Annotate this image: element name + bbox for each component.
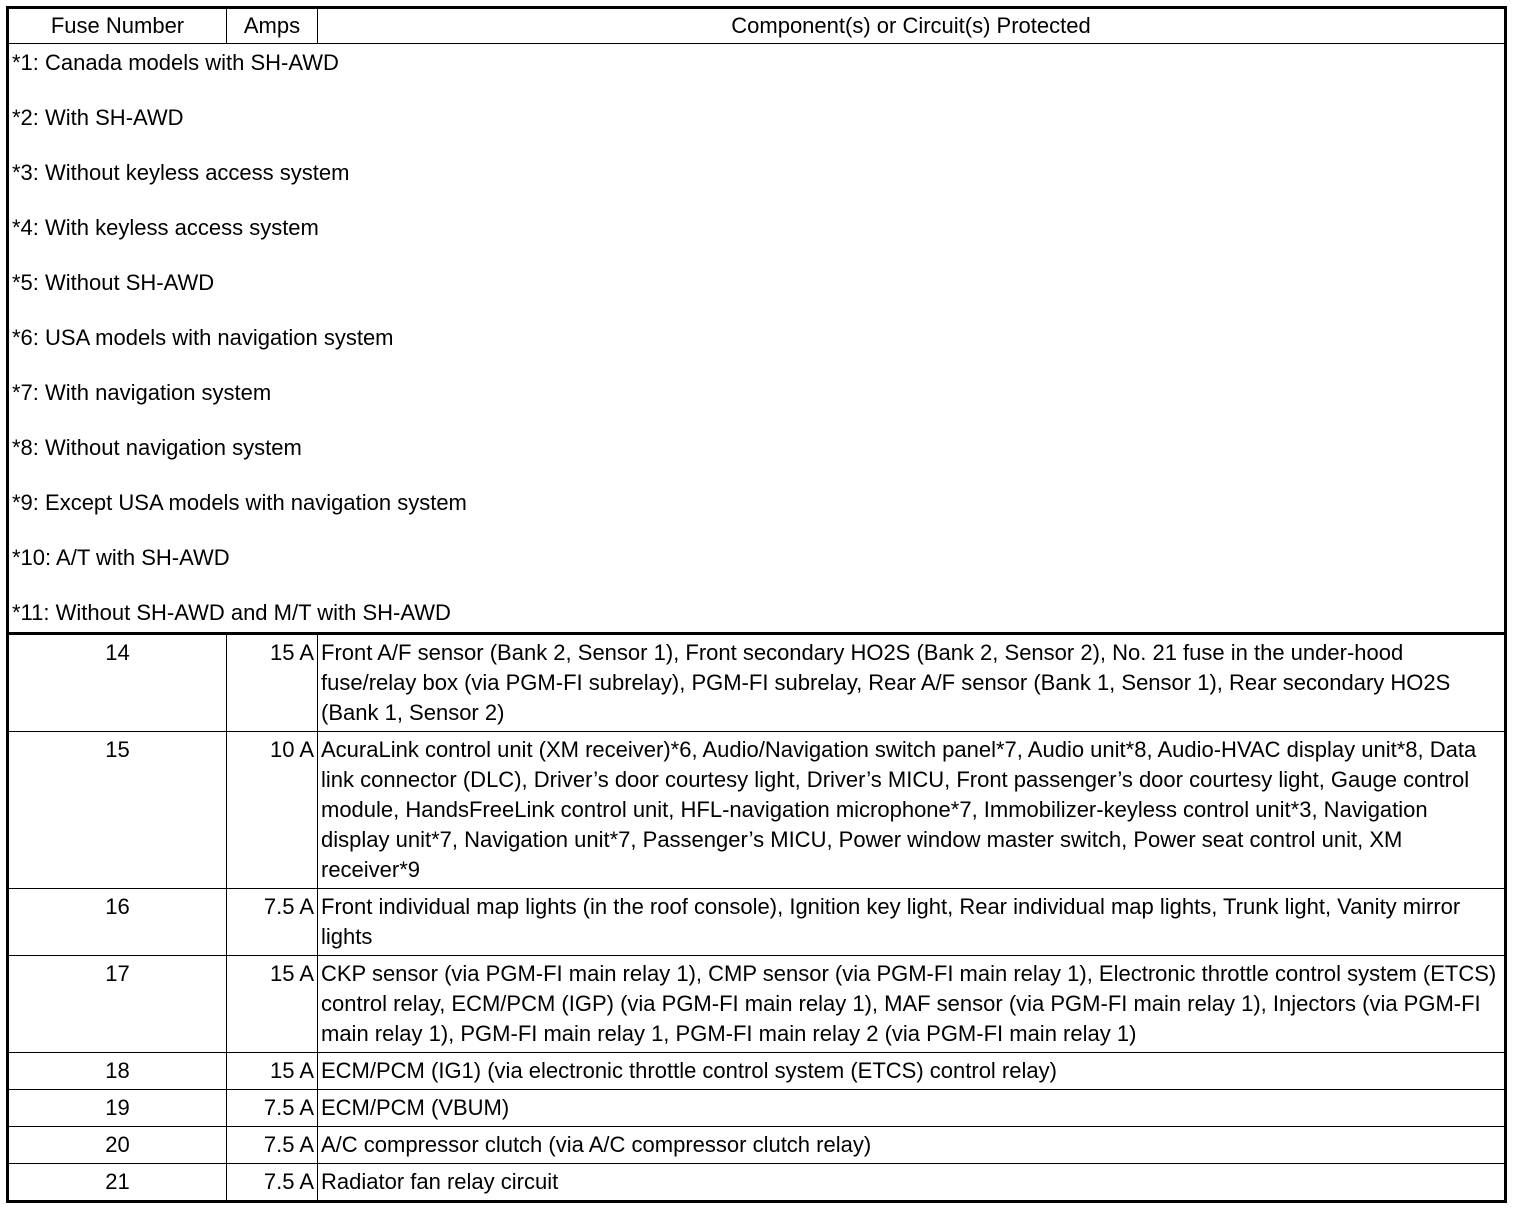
footnote: *2: With SH-AWD (12, 105, 184, 130)
components-cell: Front A/F sensor (Bank 2, Sensor 1), Front secondary HO2S (Bank 2, Sensor 2), No. 21 fuse in the under-hood fuse/relay box (via PGM-FI subrelay), PGM-FI subrelay, Rear A/F sensor (Bank 1, Sensor 1), Rear secondary HO2S (Bank 1, Sensor 2) (318, 634, 1506, 732)
amps-cell: 7.5 A (227, 1127, 318, 1164)
fuse-number-cell: 14 (8, 634, 227, 732)
table-row (8, 956, 1506, 1053)
table-row (8, 1053, 1506, 1090)
amps-cell: 15 A (227, 956, 318, 1053)
fuse-number-cell: 20 (8, 1127, 227, 1164)
components-cell: AcuraLink control unit (XM receiver)*6, Audio/Navigation switch panel*7, Audio unit*8, Audio-HVAC display unit*8, Data link connector (DLC), Driver’s door courtesy light, Driver’s MICU, Front passenger’s door courtesy light, Gauge control module, HandsFreeLink control unit, HFL-navigation microphone*7, Immobilizer-keyless control unit*3, Navigation display unit*7, Navigation unit*7, Passenger’s MICU, Power window master switch, Power seat control unit, XM receiver*9 (318, 732, 1506, 889)
footnote: *11: Without SH-AWD and M/T with SH-AWD (12, 600, 451, 625)
footnote: *3: Without keyless access system (12, 160, 350, 185)
components-cell: A/C compressor clutch (via A/C compressor clutch relay) (318, 1127, 1506, 1164)
fuse-number-cell: 18 (8, 1053, 227, 1090)
footnote: *8: Without navigation system (12, 435, 302, 460)
footnote: *5: Without SH-AWD (12, 270, 215, 295)
table-row (8, 732, 1506, 889)
fuse-number-cell: 16 (8, 889, 227, 956)
footnote: *7: With navigation system (12, 380, 272, 405)
table-row (8, 634, 1506, 732)
amps-cell: 7.5 A (227, 1164, 318, 1202)
fuse-number-cell: 19 (8, 1090, 227, 1127)
header-amps: Amps (227, 8, 318, 44)
components-cell: Radiator fan relay circuit (318, 1164, 1506, 1202)
amps-cell: 10 A (227, 732, 318, 889)
amps-cell: 15 A (227, 634, 318, 732)
components-cell: Front individual map lights (in the roof console), Ignition key light, Rear individual map lights, Trunk light, Vanity mirror lights (318, 889, 1506, 956)
notes-row (8, 44, 1506, 634)
fuse-number-cell: 17 (8, 956, 227, 1053)
fuse-number-cell: 15 (8, 732, 227, 889)
header-components: Component(s) or Circuit(s) Protected (318, 8, 1506, 44)
table-row (8, 1164, 1506, 1202)
table-row (8, 889, 1506, 956)
footnote: *1: Canada models with SH-AWD (12, 50, 339, 75)
footnote: *9: Except USA models with navigation system (12, 490, 467, 515)
components-cell: ECM/PCM (IG1) (via electronic throttle control system (ETCS) control relay) (318, 1053, 1506, 1090)
footnotes (8, 44, 1506, 634)
footnote: *6: USA models with navigation system (12, 325, 394, 350)
fuse-number-cell: 21 (8, 1164, 227, 1202)
amps-cell: 7.5 A (227, 889, 318, 956)
table-row (8, 1127, 1506, 1164)
fuse-table (6, 6, 1507, 1203)
footnote: *4: With keyless access system (12, 215, 319, 240)
table-row (8, 1090, 1506, 1127)
amps-cell: 15 A (227, 1053, 318, 1090)
footnote: *10: A/T with SH-AWD (12, 545, 230, 570)
header-fuse-number: Fuse Number (8, 8, 227, 44)
components-cell: CKP sensor (via PGM-FI main relay 1), CMP sensor (via PGM-FI main relay 1), Electronic throttle control system (ETCS) control relay, ECM/PCM (IGP) (via PGM-FI main relay 1), MAF sensor (via PGM-FI main relay 1), Injectors (via PGM-FI main relay 1), PGM-FI main relay 1, PGM-FI main relay 2 (via PGM-FI main relay 1) (318, 956, 1506, 1053)
header-row (8, 8, 1506, 44)
components-cell: ECM/PCM (VBUM) (318, 1090, 1506, 1127)
amps-cell: 7.5 A (227, 1090, 318, 1127)
